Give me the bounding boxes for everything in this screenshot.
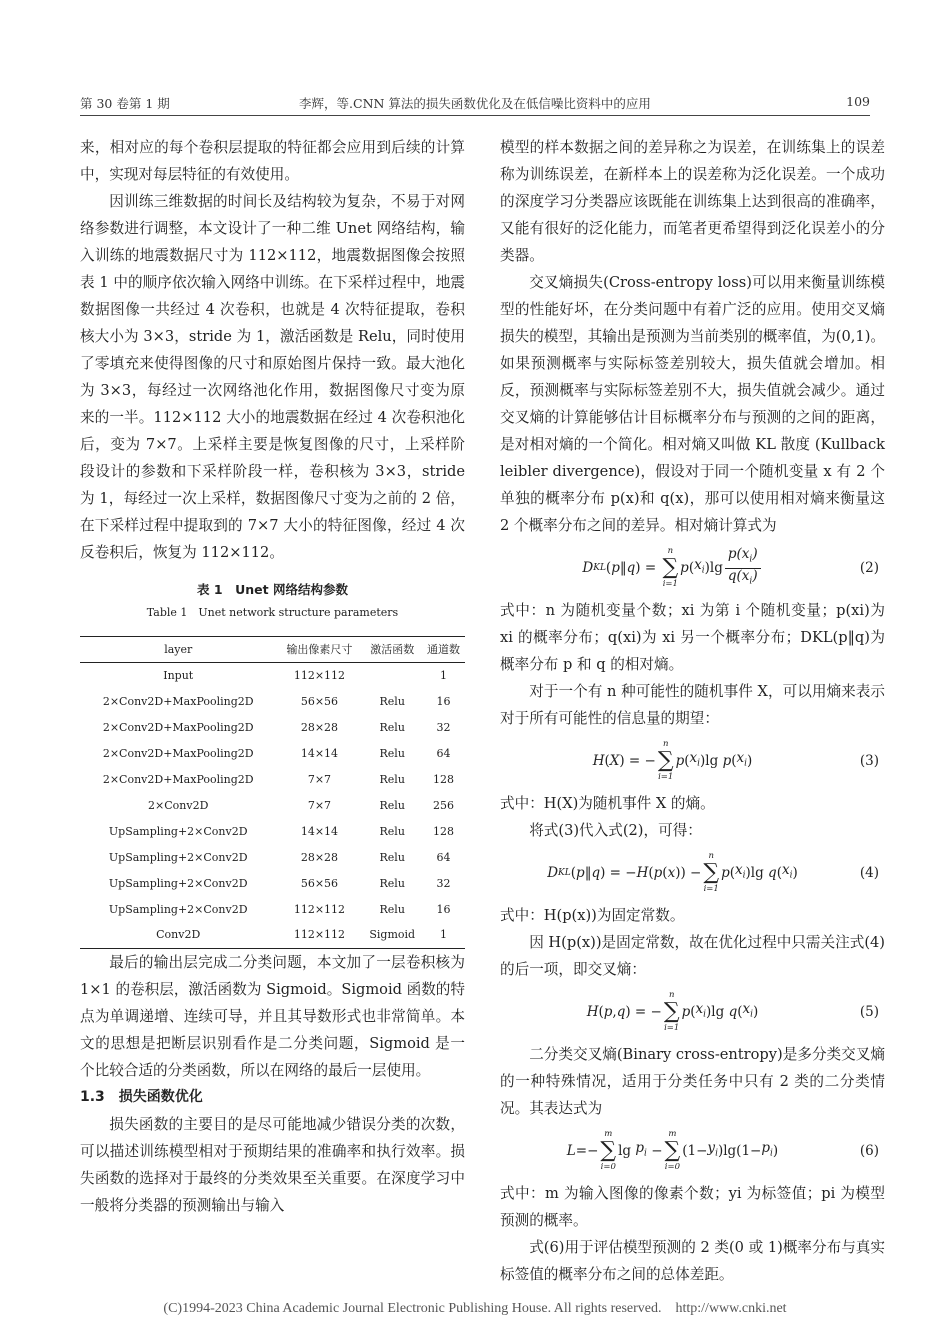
table-title: 表 1 Unet 网络结构参数 [197,582,348,597]
table-cell: 2×Conv2D+MaxPooling2D [102,720,254,734]
paragraph: 式中：H(X)为随机事件 X 的熵。 [500,795,715,812]
paragraph: 式中：m 为输入图像的像素个数；yi 为标签值；pi 为模型预测的概率。 [500,1185,885,1229]
paragraph: 式中：n 为随机变量个数；xi 为第 i 个随机变量；p(xi)为 xi 的概率分布；q(xi)为 xi 另一个概率分布；DKL(p‖q)为概率分布 p 和 q 的相对熵。 [500,602,885,673]
table-header-row [80,637,465,663]
table-cell: 14×14 [300,746,339,760]
table-cell: Relu [379,876,405,890]
table-cell: Conv2D [156,928,201,942]
table-cell: UpSampling+2×Conv2D [108,876,248,890]
left-column [80,134,465,1219]
table-cell: 2×Conv2D [148,798,209,812]
paragraph: 对于一个有 n 种可能性的随机事件 X，可以用熵来表示对于所有可能性的信息量的期望： [500,683,885,727]
equation-5 [500,983,885,1041]
table-cell: Relu [379,720,405,734]
table-cell: Relu [379,824,405,838]
table-row [80,871,465,897]
equation-2 [500,539,885,597]
table-cell: 112×112 [293,902,346,916]
equation-3 [500,732,885,790]
table-header-cell: 激活函数 [370,642,415,656]
table-cell: 28×28 [300,850,339,864]
equation-number: (4) [859,864,879,881]
paragraph: 最后的输出层完成二分类问题，本文加了一层卷积核为 1×1 的卷积层，激活函数为 Sigmoid。Sigmoid 函数的特点为单调递增、连续可导，并且其导数形式也非常简单。本文的思想是把断层识别看作是二分类问题，Sigmoid 是一个比较合适的分类函数，所以在网络的最后一层使用。 [80,954,465,1079]
paragraph: 因训练三维数据的时间长及结构较为复杂，不易于对网络参数进行调整，本文设计了一种二维 Unet 网络结构，输入训练的地震数据尺寸为 112×112，地震数据图像会按照表 1 中的顺序依次输入网络中训练。在下采样过程中，地震数据图像一共经过 4 次卷积，也就是 4 次特征提取，卷积核大小为 3×3，stride 为 1，激活函数是 Relu，同时使用了零填充来使得图像的尺寸和原始图片保持一致。最大池化为 3×3，每经过一次网络池化作用，数据图像尺寸变为原来的一半。112×112 大小的地震数据在经过 4 次卷积池化后，变为 7×7。上采样主要是恢复图像的尺寸，上采样阶段设计的参数和下采样阶段一样，卷积核为 3×3，stride 为 1，每经过一次上采样，数据图像尺寸变为之前的 2 倍，在下采样过程中提取到的 7×7 大小的特征图像，经过 4 次反卷积后，恢复为 112×112。 [80,193,465,561]
table-cell: 56×56 [300,876,339,890]
table-cell: 56×56 [300,694,339,708]
table-cell: UpSampling+2×Conv2D [108,850,248,864]
table-row [80,845,465,871]
equation-body: L =− m ∑ i=0 lg $p_i$ − m ∑ i=0 (1− $y_i$ )lg(1− $p_i$ ) [566,1129,779,1172]
equation-number: (6) [859,1142,879,1159]
table-cell: 32 [436,876,451,890]
paragraph: 来，相对应的每个卷积层提取的特征都会应用到后续的计算中，实现对每层特征的有效使用。 [80,139,465,183]
equation-number: (5) [859,1003,879,1020]
sum-symbol: n ∑ i=1 [657,739,674,782]
table-cell: 64 [436,746,451,760]
fraction: $\frac{p(x_i)}{q(x_i)}$ [725,547,761,589]
table-cell: 7×7 [307,798,332,812]
table-cell: 28×28 [300,720,339,734]
sum-symbol: n ∑ i=1 [663,990,680,1033]
equation-body: H ( p , q ) = − n ∑ i=1 p ( $x_i$ )lg q ( $x_i$ ) [586,990,759,1033]
table-cell: 14×14 [300,824,339,838]
table-cell: 16 [436,694,451,708]
table-row [80,741,465,767]
equation-number: (3) [859,752,879,769]
table-header-cell: layer [164,642,193,656]
unet-parameter-table [80,636,465,949]
table-cell: Relu [379,798,405,812]
table-cell: 16 [436,902,451,916]
paragraph: 二分类交叉熵(Binary cross-entropy)是多分类交叉熵的一种特殊情况，适用于分类任务中只有 2 类的二分类情况。其表达式为 [500,1046,885,1117]
table-row [80,767,465,793]
right-column [500,134,885,1288]
paragraph: 式(6)用于评估模型预测的 2 类(0 或 1)概率分布与真实标签值的概率分布之间的总体差距。 [500,1239,885,1283]
table-cell: 112×112 [293,668,346,682]
table-subtitle: Table 1 Unet network structure parameters [146,606,399,619]
table-cell: 1 [440,928,447,942]
table-cell: Relu [379,902,405,916]
table-cell: 112×112 [293,928,346,942]
table-cell: Relu [379,746,405,760]
table-cell: 1 [440,668,447,682]
equation-body: D KL ( p ‖ q ) = − H ( p ( x )) − n ∑ i=1 p ( $x_i$ )lg q ( $x_i$ ) [547,851,798,894]
running-header [80,92,870,116]
sum-symbol: m ∑ i=0 [600,1129,617,1172]
table-cell: 32 [436,720,451,734]
table-cell: UpSampling+2×Conv2D [108,824,248,838]
table-cell: 7×7 [307,772,332,786]
paragraph: 式中：H(p(x))为固定常数。 [500,907,685,924]
equation-4 [500,844,885,902]
table-cell: Relu [379,772,405,786]
table-cell: 128 [433,824,454,838]
article-title: 李辉，等.CNN 算法的损失函数优化及在低信噪比资料中的应用 [299,96,651,111]
paragraph: 交叉熵损失(Cross-entropy loss)可以用来衡量训练模型的性能好坏，在分类问题中有着广泛的应用。使用交叉熵损失的模型，其输出是预测为当前类别的概率值，为(0,1)。如果预测概率与实际标签差别较大，损失值就会增加。相反，预测概率与实际标签差别不大，损失值就会减少。通过交叉熵的计算能够估计目标概率分布与预测的之间的距离，是对相对熵的一个简化。相对熵又叫做 KL 散度 (Kullback leibler divergence)，假设对于同一个随机变量 x 有 2 个单独的概率分布 p(x)和 q(x)，那可以使用相对熵来衡量这 2 个概率分布之间的差异。相对熵计算式为 [500,274,885,534]
paragraph: 将式(3)代入式(2)，可得： [529,822,702,839]
equation-6 [500,1122,885,1180]
table-cell: 2×Conv2D+MaxPooling2D [102,772,254,786]
paragraph: 模型的样本数据之间的差异称之为误差，在训练集上的误差称为训练误差，在新样本上的误差称为泛化误差。一个成功的深度学习分类器应该既能在训练集上达到很高的准确率，又能有很好的泛化能力，而笔者更希望得到泛化误差小的分类器。 [500,139,885,264]
table-cell: 256 [433,798,454,812]
page-number: 109 [846,94,870,109]
table-cell: 2×Conv2D+MaxPooling2D [102,694,254,708]
copyright-footer: (C)1994-2023 China Academic Journal Electronic Publishing House. All rights reserved. http://www.cnki.net [163,1301,787,1316]
table-row [80,819,465,845]
sum-symbol: n ∑ i=1 [662,546,679,589]
table-cell: 64 [436,850,451,864]
table-cell [362,663,422,689]
table-cell: 2×Conv2D+MaxPooling2D [102,746,254,760]
table-row [80,923,465,949]
table-cell: Input [163,668,194,682]
table-cell: Sigmoid [369,928,416,942]
table-cell: Relu [379,850,405,864]
table-row [80,663,465,689]
sum-symbol: n ∑ i=1 [703,851,720,894]
paragraph: 损失函数的主要目的是尽可能地减少错误分类的次数，可以描述训练模型相对于预期结果的准确率和执行效率。损失函数的选择对于最终的分类效果至关重要。在深度学习中一般将分类器的预测输出与输入 [80,1116,465,1214]
table-header-cell: 通道数 [427,642,460,656]
table-cell: Relu [379,694,405,708]
table-row [80,793,465,819]
table-row [80,689,465,715]
table-cell: UpSampling+2×Conv2D [108,902,248,916]
table-cell: 128 [433,772,454,786]
table-row [80,897,465,923]
equation-body: H ( X ) = − n ∑ i=1 p ( $x_i$ )lg p ( $x_i$ ) [592,739,753,782]
table-header-cell: 输出像素尺寸 [286,642,353,656]
paragraph: 因 H(p(x))是固定常数，故在优化过程中只需关注式(4)的后一项，即交叉熵： [500,934,885,978]
equation-body: D KL ( p ‖ q ) = n ∑ i=1 p ( $x_i$ )lg $\frac{p(x_i)}{q(x_i)}$ [500,539,845,597]
equation-number: (2) [859,559,879,576]
table-row [80,715,465,741]
journal-issue: 第 30 卷第 1 期 [80,96,170,111]
sum-symbol: m ∑ i=0 [664,1129,681,1172]
section-heading: 1.3 损失函数优化 [80,1089,203,1105]
